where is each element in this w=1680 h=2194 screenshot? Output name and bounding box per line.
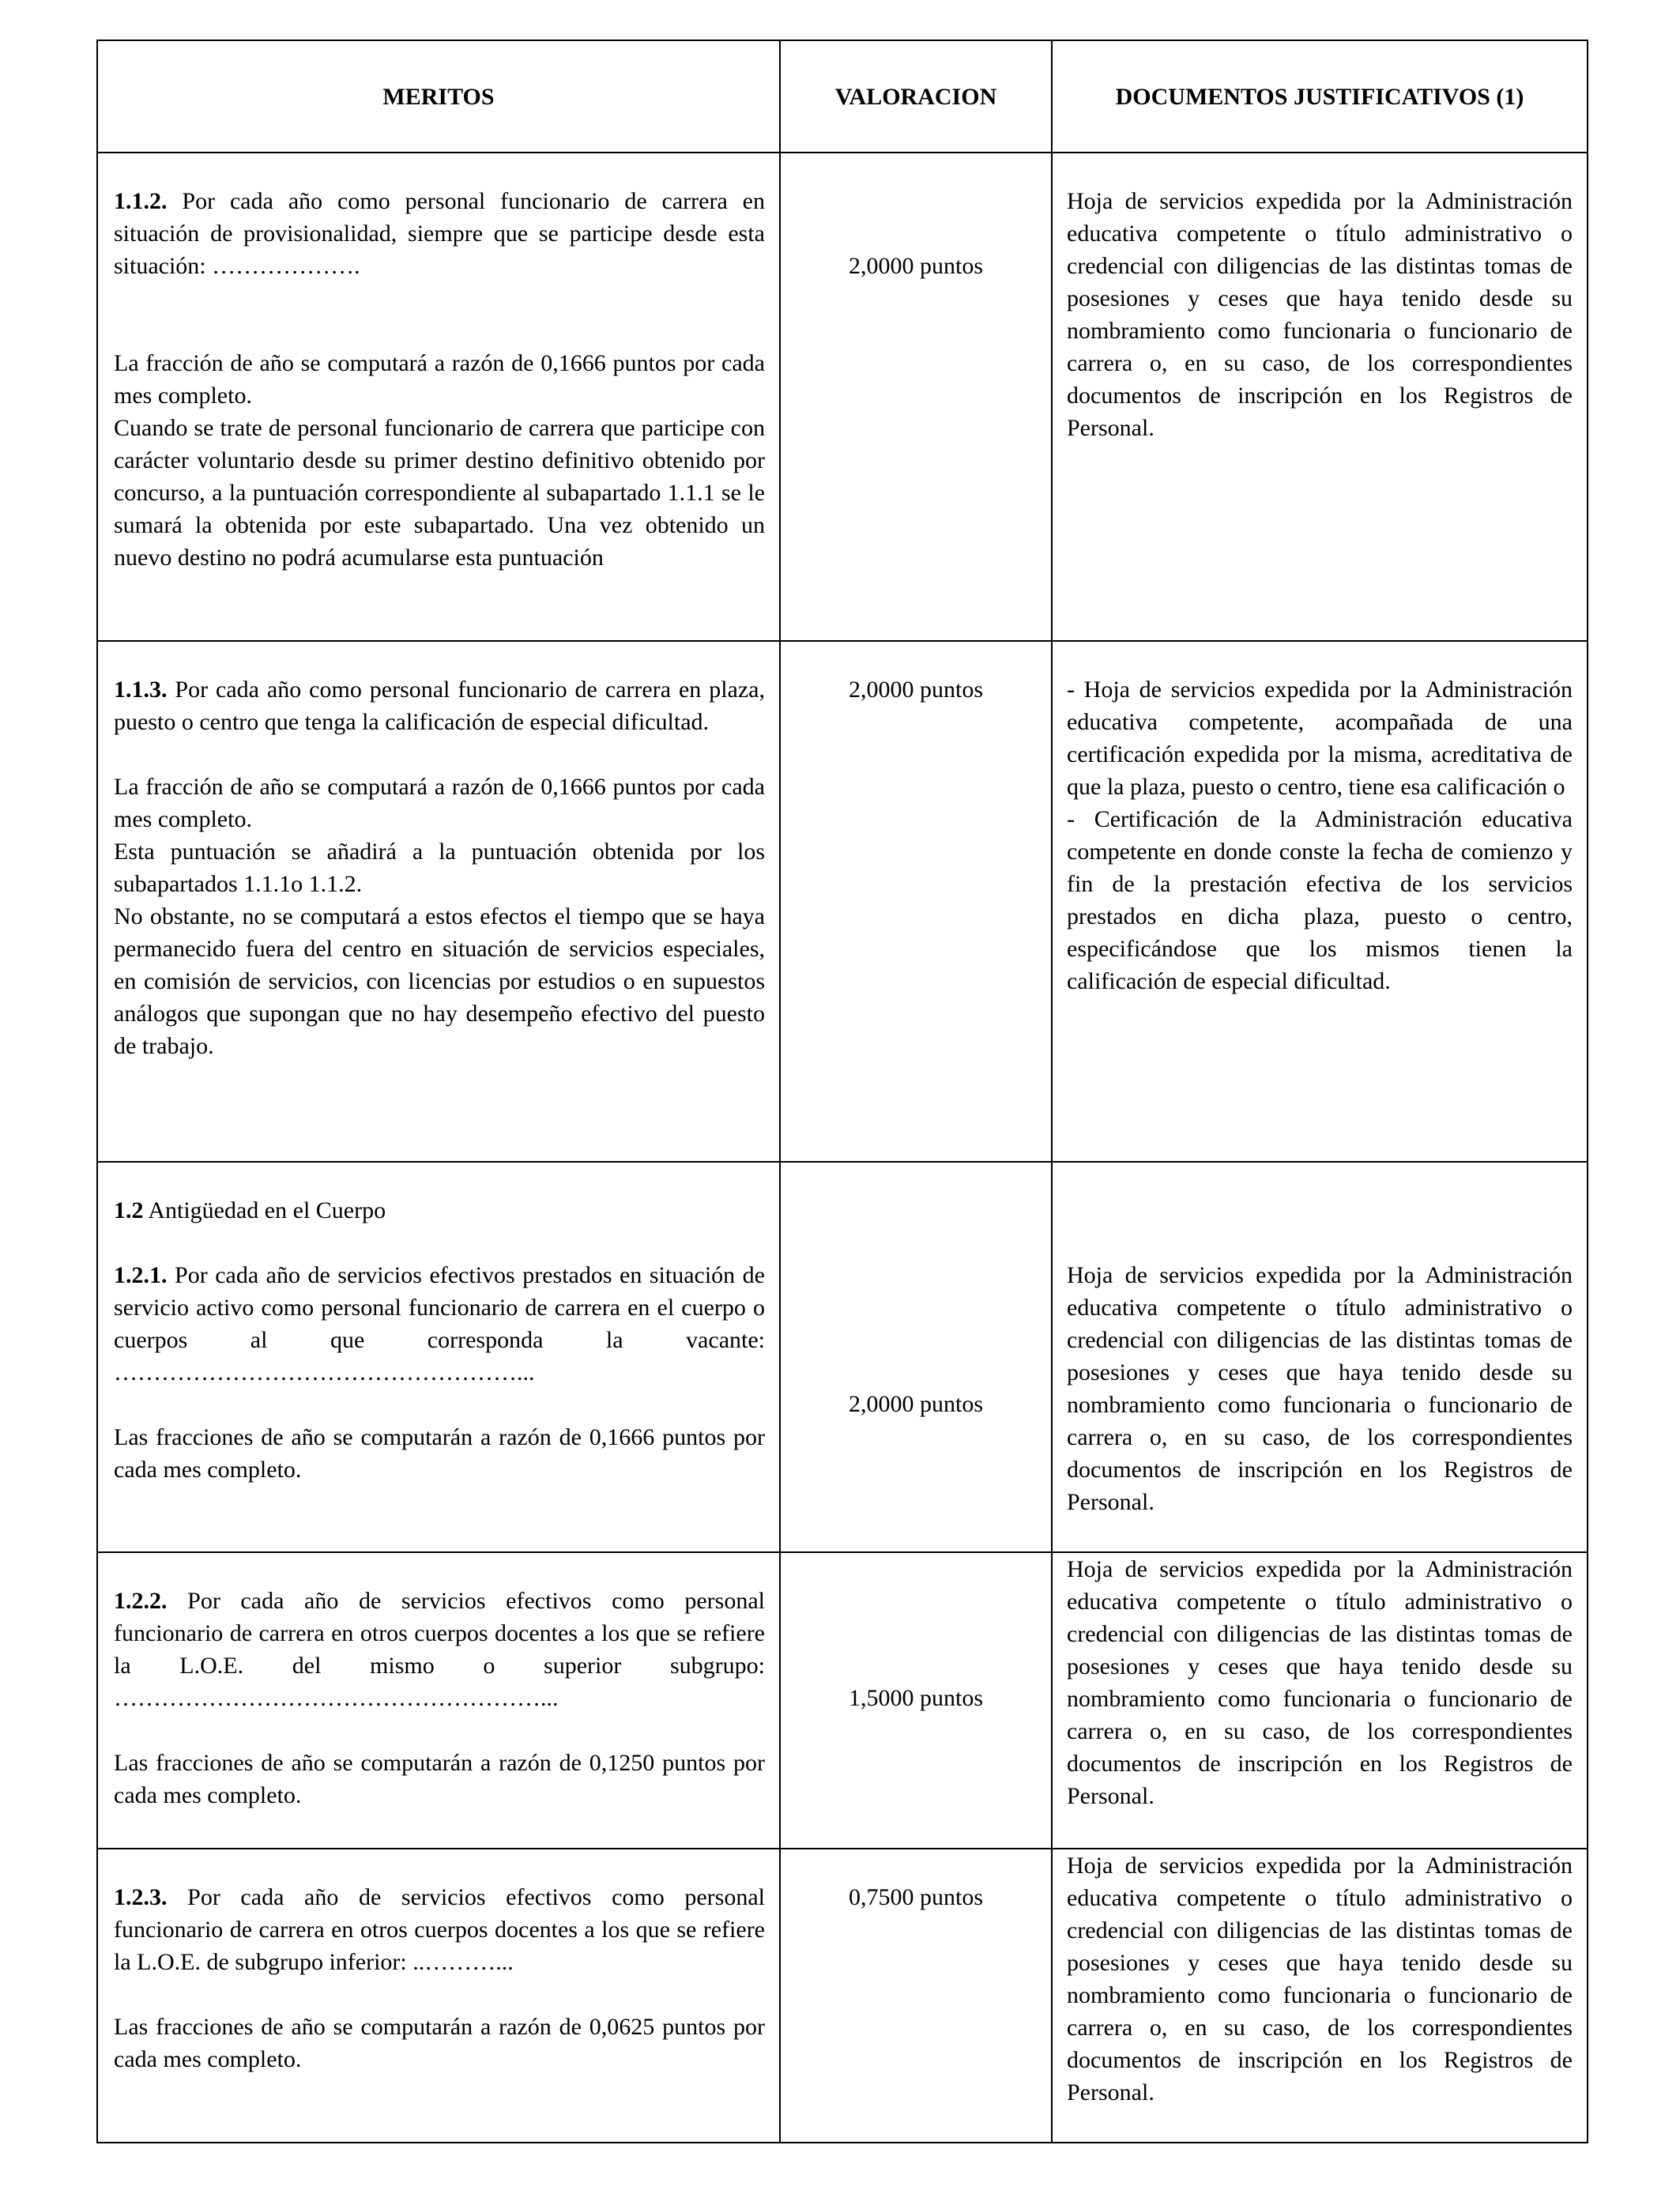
- merit-paragraph: Las fracciones de año se computarán a razón de 0,1666 puntos por cada mes completo.: [114, 1424, 765, 1483]
- valoracion-value: 0,7500 puntos: [848, 1884, 983, 1910]
- merit-intro: 1.2.2. Por cada año de servicios efectivos como personal funcionario de carrera en otros cuerpos docentes a los que se refiere la L.O.E. del mismo o superior subgrupo: ………………………………………………...: [114, 1588, 765, 1711]
- merit-cell: [97, 1552, 780, 1849]
- header-documentos: DOCUMENTOS JUSTIFICATIVOS (1): [1052, 40, 1588, 153]
- table-row: [97, 1552, 1588, 1849]
- merit-number: 1.1.3.: [114, 677, 168, 703]
- documentos-text: Hoja de servicios expedida por la Administración educativa competente o título administrativo o credencial con diligencias de las distintas tomas de posesiones y ceses que haya tenido desde su nombramiento como funcionaria o funcionario de carrera o, en su caso, de los correspondientes documentos de inscripción en los Registros de Personal.: [1067, 1556, 1573, 1809]
- table-row: [97, 1162, 1588, 1552]
- documentos-text: - Hoja de servicios expedida por la Administración educativa competente, acompañada de una certificación expedida por la misma, acreditativa de que la plaza, puesto o centro, tiene esa calificación o: [1067, 677, 1573, 800]
- documentos-cell: [1052, 153, 1588, 641]
- documentos-cell: [1052, 641, 1588, 1162]
- documentos-cell: [1052, 1849, 1588, 2143]
- merit-paragraph: Las fracciones de año se computarán a razón de 0,0625 puntos por cada mes completo.: [114, 2014, 765, 2072]
- merit-number: 1.1.2.: [114, 188, 168, 214]
- documentos-text: Hoja de servicios expedida por la Administración educativa competente o título administrativo o credencial con diligencias de las distintas tomas de posesiones y ceses que haya tenido desde su nombramiento como funcionaria o funcionario de carrera o, en su caso, de los correspondientes documentos de inscripción en los Registros de Personal.: [1067, 188, 1573, 441]
- documentos-text: Hoja de servicios expedida por la Administración educativa competente o título administrativo o credencial con diligencias de las distintas tomas de posesiones y ceses que haya tenido desde su nombramiento como funcionaria o funcionario de carrera o, en su caso, de los correspondientes documentos de inscripción en los Registros de Personal.: [1067, 1853, 1573, 2105]
- merits-table: [96, 40, 1588, 2143]
- merit-number: 1.2.3.: [114, 1884, 168, 1910]
- merit-paragraph: No obstante, no se computará a estos efectos el tiempo que se haya permanecido fuera del centro en situación de servicios especiales, en comisión de servicios, con licencias por estudios o en supuestos análogos que supongan que no hay desempeño efectivo del puesto de trabajo.: [114, 903, 765, 1059]
- merit-cell: [97, 641, 780, 1162]
- merit-paragraph: La fracción de año se computará a razón de 0,1666 puntos por cada mes completo.: [114, 774, 765, 832]
- merit-paragraph: Esta puntuación se añadirá a la puntuación obtenida por los subapartados 1.1.1o 1.1.2.: [114, 839, 765, 897]
- valoracion-cell: [780, 641, 1052, 1162]
- table-row: [97, 153, 1588, 641]
- merit-intro: 1.2.1. Por cada año de servicios efectivos prestados en situación de servicio activo como personal funcionario de carrera en el cuerpo o cuerpos al que corresponda la vacante: ……………………………………………...: [114, 1262, 765, 1385]
- table-row: [97, 641, 1588, 1162]
- valoracion-cell: [780, 1552, 1052, 1849]
- documentos-text: Hoja de servicios expedida por la Administración educativa competente o título administrativo o credencial con diligencias de las distintas tomas de posesiones y ceses que haya tenido desde su nombramiento como funcionaria o funcionario de carrera o, en su caso, de los correspondientes documentos de inscripción en los Registros de Personal.: [1067, 1262, 1573, 1515]
- documentos-text: - Certificación de la Administración educativa competente en donde conste la fecha de comienzo y fin de la prestación efectiva de los servicios prestados en dicha plaza, puesto o centro, especificándose que los mismos tienen la calificación de especial dificultad.: [1067, 806, 1573, 994]
- table-header-row: [97, 40, 1588, 153]
- merit-paragraph: Las fracciones de año se computarán a razón de 0,1250 puntos por cada mes completo.: [114, 1750, 765, 1808]
- merit-intro: 1.2.3. Por cada año de servicios efectivos como personal funcionario de carrera en otros cuerpos docentes a los que se refiere la L.O.E. de subgrupo inferior: ..………...: [114, 1884, 765, 1975]
- merit-intro: 1.1.2. Por cada año como personal funcionario de carrera en situación de provisionalidad, siempre que se participe desde esta situación: ……………….: [114, 188, 765, 279]
- merit-cell: [97, 1849, 780, 2143]
- merit-paragraph: La fracción de año se computará a razón de 0,1666 puntos por cada mes completo.: [114, 350, 765, 409]
- merit-intro: 1.1.3. Por cada año como personal funcionario de carrera en plaza, puesto o centro que tenga la calificación de especial dificultad.: [114, 677, 765, 735]
- valoracion-value: 2,0000 puntos: [848, 677, 983, 703]
- header-meritos: MERITOS: [97, 40, 780, 153]
- valoracion-cell: [780, 1849, 1052, 2143]
- documentos-cell: [1052, 1552, 1588, 1849]
- header-valoracion: VALORACION: [780, 40, 1052, 153]
- valoracion-value: 1,5000 puntos: [848, 1685, 983, 1711]
- valoracion-value: 2,0000 puntos: [848, 1391, 983, 1417]
- merit-number: 1.2.2.: [114, 1588, 168, 1614]
- merit-number: 1.2.1.: [114, 1262, 168, 1288]
- merit-paragraph: Cuando se trate de personal funcionario de carrera que participe con carácter voluntario desde su primer destino definitivo obtenido por concurso, a la puntuación correspondiente al subapartado 1.1.1 se le sumará la obtenida por este subapartado. Una vez obtenido un nuevo destino no podrá acumularse esta puntuación: [114, 415, 765, 571]
- merit-cell: [97, 1162, 780, 1552]
- valoracion-value: 2,0000 puntos: [848, 253, 983, 279]
- valoracion-cell: [780, 153, 1052, 641]
- section-heading: 1.2 Antigüedad en el Cuerpo: [114, 1197, 386, 1223]
- documentos-cell: [1052, 1162, 1588, 1552]
- merit-cell: [97, 153, 780, 641]
- valoracion-cell: [780, 1162, 1052, 1552]
- table-row: [97, 1849, 1588, 2143]
